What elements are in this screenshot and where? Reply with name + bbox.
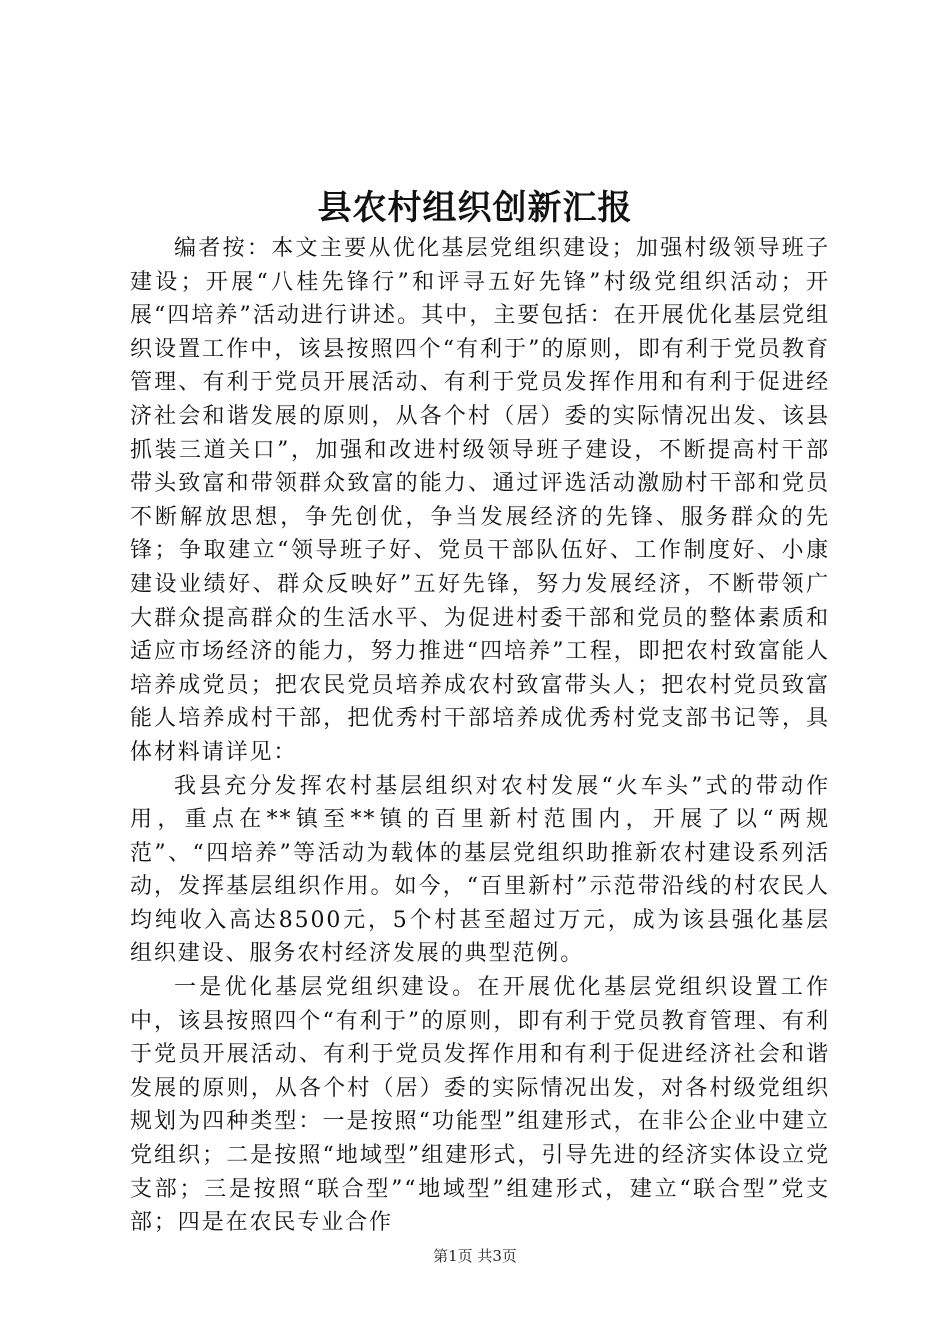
document-body: [130, 232, 830, 1240]
paragraph-section-one: 一是优化基层党组织建设。在开展优化基层党组织设置工作中，该县按照四个“有利于”的原则，即有利于党员教育管理、有利于党员开展活动、有利于党员发挥作用和有利于促进经济社会和谐发展的原则，从各个村（居）委的实际情况出发，对各村级党组织规划为四种类型：一是按照“功能型”组建形式，在非公企业中建立党组织；二是按照“地域型”组建形式，引导先进的经济实体设立党支部；三是按照“联合型”“地域型”组建形式，建立“联合型”党支部；四是在农民专业合作: [130, 975, 830, 1236]
paragraph-editor-note: 编者按：本文主要从优化基层党组织建设；加强村级领导班子建设；开展“八桂先锋行”和评寻五好先锋”村级党组织活动；开展“四培养”活动进行讲述。其中，主要包括：在开展优化基层党组织设置工作中，该县按照四个“有利于”的原则，即有利于党员教育管理、有利于党员开展活动、有利于党员发挥作用和有利于促进经济社会和谐发展的原则，从各个村（居）委的实际情况出发、该县抓装三道关口”，加强和改进村级领导班子建设，不断提高村干部带头致富和带领群众致富的能力、通过评选活动激励村干部和党员不断解放思想，争先创优，争当发展经济的先锋、服务群众的先锋；争取建立“领导班子好、党员干部队伍好、工作制度好、小康建设业绩好、群众反映好”五好先锋，努力发展经济，不断带领广大群众提高群众的生活水平、为促进村委干部和党员的整体素质和适应市场经济的能力，努力推进“四培养”工程，即把农村致富能人培养成党员；把农民党员培养成农村致富带头人；把农村党员致富能人培养成村干部，把优秀村干部培养成优秀村党支部书记等，具体材料请详见：: [130, 236, 830, 765]
document-title: 县农村组织创新汇报: [317, 188, 633, 228]
paragraph-intro: 我县充分发挥农村基层组织对农村发展“火车头”式的带动作用，重点在**镇至**镇的百里新村范围内，开展了以“两规范”、“四培养”等活动为载体的基层党组织助推新农村建设系列活动，发挥基层组织作用。如今，“百里新村”示范带沿线的村农民人均纯收入高达8500元，5个村甚至超过万元，成为该县强化基层组织建设、服务农村经济发展的典型范例。: [130, 773, 830, 967]
page-number-footer: 第1页 共3页: [433, 1247, 517, 1265]
